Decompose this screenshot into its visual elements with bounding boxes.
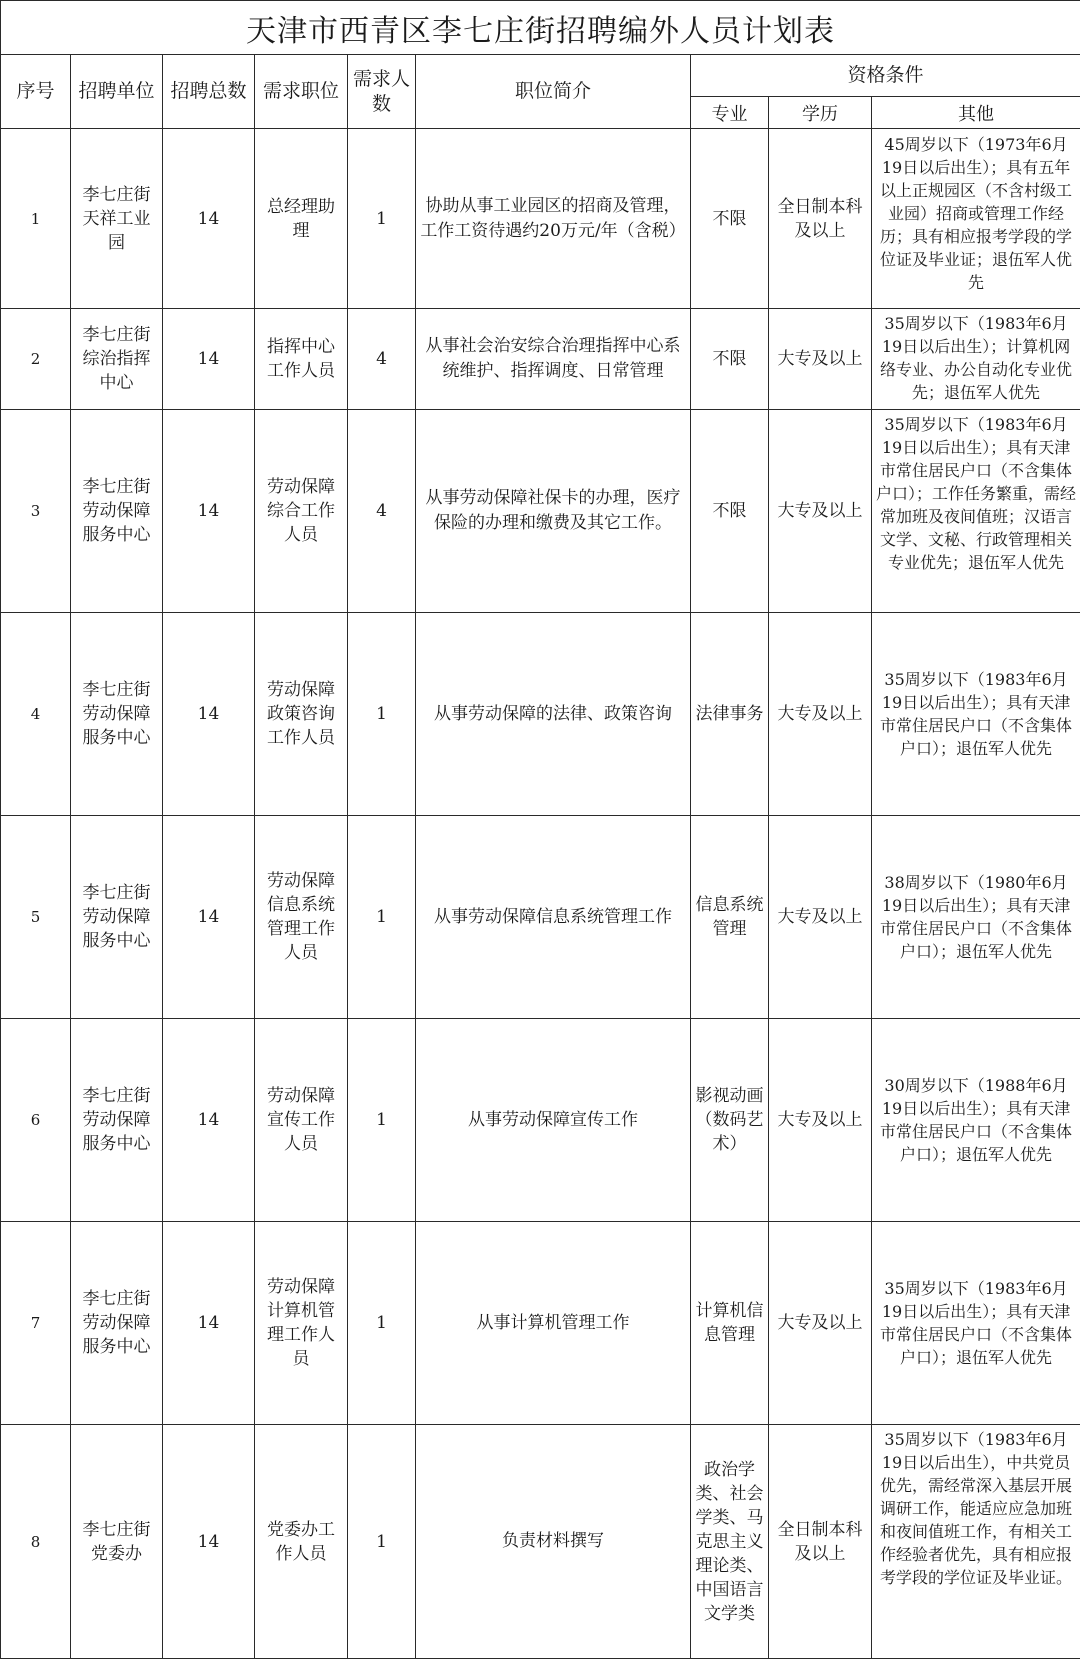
cell-other bbox=[872, 613, 1080, 816]
table-row bbox=[1, 1019, 1080, 1222]
cell-no: 1 bbox=[1, 129, 71, 309]
cell-other bbox=[872, 129, 1080, 309]
cell-description: 负责材料撰写 bbox=[416, 1425, 691, 1659]
cell-education: 大专及以上 bbox=[769, 1019, 872, 1222]
cell-total: 14 bbox=[163, 1222, 255, 1425]
header-count: 需求人数 bbox=[348, 55, 416, 129]
cell-unit: 李七庄街劳动保障服务中心 bbox=[71, 1222, 163, 1425]
cell-other bbox=[872, 1019, 1080, 1222]
header-total: 招聘总数 bbox=[163, 55, 255, 129]
cell-count: 1 bbox=[348, 1019, 416, 1222]
cell-position: 劳动保障宣传工作人员 bbox=[255, 1019, 348, 1222]
header-qualifications: 资格条件 bbox=[691, 55, 1080, 97]
cell-education: 大专及以上 bbox=[769, 816, 872, 1019]
table-row bbox=[1, 816, 1080, 1019]
cell-position: 劳动保障综合工作人员 bbox=[255, 410, 348, 613]
cell-total: 14 bbox=[163, 1425, 255, 1659]
cell-description: 从事计算机管理工作 bbox=[416, 1222, 691, 1425]
cell-other-text: 38周岁以下（1980年6月19日以后出生）；具有天津市常住居民户口（不含集体户口）；退伍军人优先 bbox=[880, 873, 1073, 961]
cell-major: 不限 bbox=[691, 129, 769, 309]
cell-position: 劳动保障信息系统管理工作人员 bbox=[255, 816, 348, 1019]
cell-no: 4 bbox=[1, 613, 71, 816]
cell-description: 从事劳动保障的法律、政策咨询 bbox=[416, 613, 691, 816]
cell-other-text: 35周岁以下（1983年6月19日以后出生）；具有天津市常住居民户口（不含集体户口）；工作任务繁重，需经常加班及夜间值班；汉语言文学、文秘、行政管理相关专业优先；退伍军人优先 bbox=[876, 415, 1077, 572]
cell-no: 6 bbox=[1, 1019, 71, 1222]
cell-unit: 李七庄街劳动保障服务中心 bbox=[71, 410, 163, 613]
cell-unit: 李七庄街劳动保障服务中心 bbox=[71, 816, 163, 1019]
header-other: 其他 bbox=[872, 97, 1080, 129]
cell-position: 劳动保障计算机管理工作人员 bbox=[255, 1222, 348, 1425]
table-row bbox=[1, 613, 1080, 816]
cell-education: 大专及以上 bbox=[769, 613, 872, 816]
cell-position: 总经理助理 bbox=[255, 129, 348, 309]
cell-education: 全日制本科及以上 bbox=[769, 129, 872, 309]
cell-count: 1 bbox=[348, 613, 416, 816]
cell-unit: 李七庄街劳动保障服务中心 bbox=[71, 1019, 163, 1222]
cell-description: 从事劳动保障宣传工作 bbox=[416, 1019, 691, 1222]
cell-unit: 李七庄街综治指挥中心 bbox=[71, 309, 163, 410]
cell-description: 从事社会治安综合治理指挥中心系统维护、指挥调度、日常管理 bbox=[416, 309, 691, 410]
cell-other bbox=[872, 1222, 1080, 1425]
cell-no: 5 bbox=[1, 816, 71, 1019]
cell-total: 14 bbox=[163, 1019, 255, 1222]
header-position: 需求职位 bbox=[255, 55, 348, 129]
cell-other bbox=[872, 1425, 1080, 1659]
cell-education: 大专及以上 bbox=[769, 410, 872, 613]
cell-total: 14 bbox=[163, 309, 255, 410]
header-unit: 招聘单位 bbox=[71, 55, 163, 129]
cell-count: 1 bbox=[348, 129, 416, 309]
header-no: 序号 bbox=[1, 55, 71, 129]
cell-total: 14 bbox=[163, 816, 255, 1019]
cell-no: 2 bbox=[1, 309, 71, 410]
table-row bbox=[1, 1425, 1080, 1659]
cell-other bbox=[872, 309, 1080, 410]
cell-other-text: 30周岁以下（1988年6月19日以后出生）；具有天津市常住居民户口（不含集体户口）；退伍军人优先 bbox=[880, 1076, 1073, 1164]
cell-total: 14 bbox=[163, 129, 255, 309]
cell-total: 14 bbox=[163, 410, 255, 613]
cell-count: 1 bbox=[348, 1425, 416, 1659]
cell-major: 不限 bbox=[691, 309, 769, 410]
cell-count: 4 bbox=[348, 410, 416, 613]
cell-unit: 李七庄街天祥工业园 bbox=[71, 129, 163, 309]
cell-other-text: 35周岁以下（1983年6月19日以后出生），中共党员优先，需经常深入基层开展调研工作，能适应应急加班和夜间值班工作，有相关工作经验者优先，具有相应报考学段的学位证及毕业证。 bbox=[880, 1429, 1073, 1587]
header-row-1 bbox=[1, 55, 1080, 97]
cell-count: 4 bbox=[348, 309, 416, 410]
cell-no: 3 bbox=[1, 410, 71, 613]
cell-no: 8 bbox=[1, 1425, 71, 1659]
header-major: 专业 bbox=[691, 97, 769, 129]
cell-education: 全日制本科及以上 bbox=[769, 1425, 872, 1659]
title-row bbox=[1, 1, 1080, 55]
header-education: 学历 bbox=[769, 97, 872, 129]
cell-description: 从事劳动保障社保卡的办理，医疗保险的办理和缴费及其它工作。 bbox=[416, 410, 691, 613]
table-row bbox=[1, 410, 1080, 613]
cell-major: 政治学类、社会学类、马克思主义理论类、中国语言文学类 bbox=[691, 1425, 769, 1659]
cell-other-text: 35周岁以下（1983年6月19日以后出生）；具有天津市常住居民户口（不含集体户口）；退伍军人优先 bbox=[880, 1279, 1073, 1367]
cell-other bbox=[872, 410, 1080, 613]
cell-description: 从事劳动保障信息系统管理工作 bbox=[416, 816, 691, 1019]
cell-major: 不限 bbox=[691, 410, 769, 613]
cell-other bbox=[872, 816, 1080, 1019]
cell-unit: 李七庄街劳动保障服务中心 bbox=[71, 613, 163, 816]
cell-other-text: 35周岁以下（1983年6月19日以后出生）；具有天津市常住居民户口（不含集体户口）；退伍军人优先 bbox=[880, 670, 1073, 758]
header-description: 职位简介 bbox=[416, 55, 691, 129]
cell-description: 协助从事工业园区的招商及管理，工作工资待遇约20万元/年（含税） bbox=[416, 129, 691, 309]
cell-education: 大专及以上 bbox=[769, 1222, 872, 1425]
cell-position: 党委办工作人员 bbox=[255, 1425, 348, 1659]
page-title: 天津市西青区李七庄街招聘编外人员计划表 bbox=[1, 1, 1080, 55]
cell-major: 法律事务 bbox=[691, 613, 769, 816]
cell-position: 指挥中心工作人员 bbox=[255, 309, 348, 410]
cell-major: 影视动画（数码艺术） bbox=[691, 1019, 769, 1222]
cell-no: 7 bbox=[1, 1222, 71, 1425]
cell-other-text: 45周岁以下（1973年6月19日以后出生）；具有五年以上正规园区（不含村级工业园）招商或管理工作经历；具有相应报考学段的学位证及毕业证；退伍军人优先 bbox=[880, 134, 1073, 292]
table-row bbox=[1, 1222, 1080, 1425]
cell-total: 14 bbox=[163, 613, 255, 816]
cell-education: 大专及以上 bbox=[769, 309, 872, 410]
table-row bbox=[1, 129, 1080, 309]
cell-other-text: 35周岁以下（1983年6月19日以后出生）；计算机网络专业、办公自动化专业优先；退伍军人优先 bbox=[880, 314, 1073, 402]
cell-position: 劳动保障政策咨询工作人员 bbox=[255, 613, 348, 816]
cell-major: 计算机信息管理 bbox=[691, 1222, 769, 1425]
cell-count: 1 bbox=[348, 1222, 416, 1425]
table-row bbox=[1, 309, 1080, 410]
cell-unit: 李七庄街党委办 bbox=[71, 1425, 163, 1659]
cell-major: 信息系统管理 bbox=[691, 816, 769, 1019]
cell-count: 1 bbox=[348, 816, 416, 1019]
